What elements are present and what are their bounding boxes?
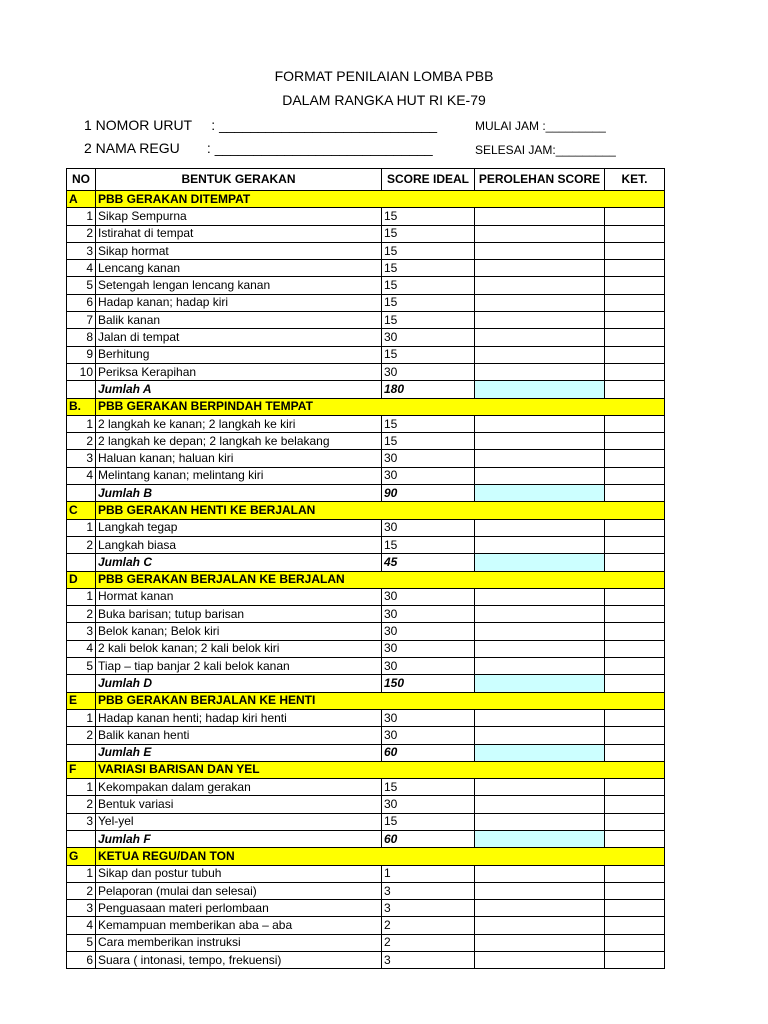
item-perolehan-score[interactable]: [475, 900, 605, 917]
item-perolehan-score[interactable]: [475, 363, 605, 380]
subtotal-label: Jumlah E: [96, 744, 382, 761]
section-title: PBB GERAKAN DITEMPAT: [96, 191, 665, 208]
item-perolehan-score[interactable]: [475, 312, 605, 329]
item-perolehan-score[interactable]: [475, 934, 605, 951]
item-label: Cara memberikan instruksi: [96, 934, 382, 951]
table-row: [67, 779, 665, 796]
item-score-ideal: 3: [382, 952, 475, 969]
item-perolehan-score[interactable]: [475, 813, 605, 830]
item-label: Setengah lengan lencang kanan: [96, 277, 382, 294]
item-label: Hadap kanan henti; hadap kiri henti: [96, 709, 382, 726]
item-number: 1: [67, 208, 96, 225]
section-code: D: [67, 571, 96, 588]
nomor-urut-field: 1 NOMOR URUT : ____________________________: [84, 117, 438, 133]
table-row: [67, 934, 665, 951]
item-perolehan-score[interactable]: [475, 519, 605, 536]
item-score-ideal: 15: [382, 813, 475, 830]
item-score-ideal: 30: [382, 640, 475, 657]
table-row: [67, 900, 665, 917]
item-ket[interactable]: [605, 536, 665, 553]
item-score-ideal: 30: [382, 796, 475, 813]
item-perolehan-score[interactable]: [475, 225, 605, 242]
item-ket[interactable]: [605, 312, 665, 329]
table-row: [67, 588, 665, 605]
item-score-ideal: 15: [382, 415, 475, 432]
item-perolehan-score[interactable]: [475, 606, 605, 623]
item-perolehan-score[interactable]: [475, 588, 605, 605]
item-perolehan-score[interactable]: [475, 242, 605, 259]
document-title: FORMAT PENILAIAN LOMBA PBB: [274, 68, 494, 84]
subtotal-spacer: [67, 744, 96, 761]
subtotal-ket[interactable]: [605, 675, 665, 692]
item-label: Istirahat di tempat: [96, 225, 382, 242]
subtotal-row: [67, 554, 665, 571]
subtotal-label: Jumlah D: [96, 675, 382, 692]
section-row: [67, 761, 665, 778]
item-perolehan-score[interactable]: [475, 865, 605, 882]
item-number: 6: [67, 294, 96, 311]
item-number: 1: [67, 779, 96, 796]
section-code: A: [67, 191, 96, 208]
item-number: 3: [67, 242, 96, 259]
section-code: G: [67, 848, 96, 865]
header-ket: KET.: [605, 169, 665, 191]
item-ket[interactable]: [605, 294, 665, 311]
subtotal-row: [67, 485, 665, 502]
section-title: PBB GERAKAN HENTI KE BERJALAN: [96, 502, 665, 519]
table-row: [67, 606, 665, 623]
subtotal-label: Jumlah A: [96, 381, 382, 398]
item-perolehan-score[interactable]: [475, 294, 605, 311]
table-row: [67, 277, 665, 294]
item-perolehan-score[interactable]: [475, 882, 605, 899]
table-body: [67, 191, 665, 969]
section-title: PBB GERAKAN BERJALAN KE BERJALAN: [96, 571, 665, 588]
item-perolehan-score[interactable]: [475, 952, 605, 969]
item-ket[interactable]: [605, 779, 665, 796]
item-perolehan-score[interactable]: [475, 709, 605, 726]
section-row: [67, 848, 665, 865]
subtotal-ket[interactable]: [605, 554, 665, 571]
item-number: 4: [67, 917, 96, 934]
section-title: PBB GERAKAN BERJALAN KE HENTI: [96, 692, 665, 709]
item-ket[interactable]: [605, 519, 665, 536]
item-score-ideal: 2: [382, 917, 475, 934]
table-row: [67, 433, 665, 450]
item-perolehan-score[interactable]: [475, 415, 605, 432]
item-ket[interactable]: [605, 346, 665, 363]
table-row: [67, 415, 665, 432]
section-code: E: [67, 692, 96, 709]
item-score-ideal: 15: [382, 242, 475, 259]
item-number: 2: [67, 536, 96, 553]
item-ket[interactable]: [605, 415, 665, 432]
item-score-ideal: 30: [382, 519, 475, 536]
item-score-ideal: 30: [382, 588, 475, 605]
item-number: 2: [67, 433, 96, 450]
item-label: 2 langkah ke depan; 2 langkah ke belakang: [96, 433, 382, 450]
item-perolehan-score[interactable]: [475, 450, 605, 467]
item-label: Lencang kanan: [96, 260, 382, 277]
item-label: Sikap Sempurna: [96, 208, 382, 225]
item-number: 1: [67, 519, 96, 536]
item-ket[interactable]: [605, 277, 665, 294]
table-row: [67, 952, 665, 969]
item-score-ideal: 15: [382, 312, 475, 329]
table-row: [67, 727, 665, 744]
table-row: [67, 709, 665, 726]
item-ket[interactable]: [605, 658, 665, 675]
item-ket[interactable]: [605, 727, 665, 744]
item-label: Balik kanan henti: [96, 727, 382, 744]
table-row: [67, 450, 665, 467]
item-label: Balik kanan: [96, 312, 382, 329]
item-perolehan-score[interactable]: [475, 779, 605, 796]
section-code: F: [67, 761, 96, 778]
table-row: [67, 294, 665, 311]
selesai-jam-field: SELESAI JAM:_________: [475, 143, 616, 157]
table-row: [67, 260, 665, 277]
subtotal-score: 180: [382, 381, 475, 398]
item-label: Sikap dan postur tubuh: [96, 865, 382, 882]
subtotal-ket[interactable]: [605, 485, 665, 502]
item-label: Belok kanan; Belok kiri: [96, 623, 382, 640]
item-ket[interactable]: [605, 467, 665, 484]
item-label: Kekompakan dalam gerakan: [96, 779, 382, 796]
item-ket[interactable]: [605, 640, 665, 657]
item-label: Yel-yel: [96, 813, 382, 830]
item-score-ideal: 30: [382, 658, 475, 675]
item-ket[interactable]: [605, 208, 665, 225]
item-score-ideal: 15: [382, 260, 475, 277]
item-label: Sikap hormat: [96, 242, 382, 259]
item-label: Pelaporan (mulai dan selesai): [96, 882, 382, 899]
table-row: [67, 623, 665, 640]
subtotal-row: [67, 675, 665, 692]
table-row: [67, 536, 665, 553]
item-perolehan-score[interactable]: [475, 329, 605, 346]
subtotal-perolehan-score[interactable]: [475, 485, 605, 502]
section-code: B.: [67, 398, 96, 415]
subtotal-perolehan-score[interactable]: [475, 830, 605, 847]
subtotal-spacer: [67, 381, 96, 398]
subtotal-label: Jumlah C: [96, 554, 382, 571]
item-number: 2: [67, 796, 96, 813]
item-perolehan-score[interactable]: [475, 917, 605, 934]
subtotal-row: [67, 830, 665, 847]
item-label: Haluan kanan; haluan kiri: [96, 450, 382, 467]
document-subtitle: DALAM RANGKA HUT RI KE-79: [282, 92, 486, 108]
section-title: VARIASI BARISAN DAN YEL: [96, 761, 665, 778]
item-ket[interactable]: [605, 900, 665, 917]
item-score-ideal: 3: [382, 900, 475, 917]
item-label: 2 kali belok kanan; 2 kali belok kiri: [96, 640, 382, 657]
item-number: 3: [67, 623, 96, 640]
table-row: [67, 312, 665, 329]
table-row: [67, 917, 665, 934]
item-score-ideal: 15: [382, 346, 475, 363]
section-code: C: [67, 502, 96, 519]
subtotal-score: 45: [382, 554, 475, 571]
item-perolehan-score[interactable]: [475, 796, 605, 813]
table-row: [67, 882, 665, 899]
item-number: 3: [67, 900, 96, 917]
header-bentuk-gerakan: BENTUK GERAKAN: [96, 169, 382, 191]
item-label: Melintang kanan; melintang kiri: [96, 467, 382, 484]
item-score-ideal: 15: [382, 536, 475, 553]
item-label: Suara ( intonasi, tempo, frekuensi): [96, 952, 382, 969]
section-row: [67, 191, 665, 208]
item-score-ideal: 15: [382, 225, 475, 242]
subtotal-score: 90: [382, 485, 475, 502]
item-ket[interactable]: [605, 934, 665, 951]
item-score-ideal: 30: [382, 623, 475, 640]
subtotal-ket[interactable]: [605, 744, 665, 761]
item-score-ideal: 30: [382, 727, 475, 744]
subtotal-spacer: [67, 485, 96, 502]
nama-regu-field: 2 NAMA REGU : ____________________________: [84, 140, 433, 156]
item-ket[interactable]: [605, 917, 665, 934]
item-ket[interactable]: [605, 709, 665, 726]
item-score-ideal: 15: [382, 208, 475, 225]
subtotal-ket[interactable]: [605, 830, 665, 847]
item-number: 4: [67, 260, 96, 277]
table-row: [67, 225, 665, 242]
subtotal-spacer: [67, 830, 96, 847]
item-number: 5: [67, 277, 96, 294]
item-ket[interactable]: [605, 813, 665, 830]
table-row: [67, 242, 665, 259]
mulai-jam-field: MULAI JAM :_________: [475, 119, 606, 133]
item-number: 4: [67, 640, 96, 657]
item-number: 10: [67, 363, 96, 380]
section-title: PBB GERAKAN BERPINDAH TEMPAT: [96, 398, 665, 415]
item-number: 1: [67, 709, 96, 726]
table-row: [67, 329, 665, 346]
item-number: 2: [67, 225, 96, 242]
item-ket[interactable]: [605, 242, 665, 259]
subtotal-spacer: [67, 554, 96, 571]
item-perolehan-score[interactable]: [475, 260, 605, 277]
item-label: Langkah biasa: [96, 536, 382, 553]
table-row: [67, 813, 665, 830]
item-number: 5: [67, 658, 96, 675]
table-row: [67, 658, 665, 675]
item-number: 4: [67, 467, 96, 484]
item-number: 2: [67, 606, 96, 623]
subtotal-ket[interactable]: [605, 381, 665, 398]
item-score-ideal: 2: [382, 934, 475, 951]
item-ket[interactable]: [605, 260, 665, 277]
item-number: 6: [67, 952, 96, 969]
item-number: 9: [67, 346, 96, 363]
item-score-ideal: 30: [382, 606, 475, 623]
item-perolehan-score[interactable]: [475, 208, 605, 225]
table-row: [67, 346, 665, 363]
item-score-ideal: 15: [382, 294, 475, 311]
table-header-row: [67, 169, 665, 191]
item-ket[interactable]: [605, 796, 665, 813]
item-ket[interactable]: [605, 433, 665, 450]
header-no: NO: [67, 169, 96, 191]
item-score-ideal: 15: [382, 277, 475, 294]
item-label: Tiap – tiap banjar 2 kali belok kanan: [96, 658, 382, 675]
subtotal-perolehan-score[interactable]: [475, 675, 605, 692]
subtotal-label: Jumlah B: [96, 485, 382, 502]
item-label: Periksa Kerapihan: [96, 363, 382, 380]
item-score-ideal: 30: [382, 709, 475, 726]
item-number: 8: [67, 329, 96, 346]
item-ket[interactable]: [605, 363, 665, 380]
table-row: [67, 208, 665, 225]
item-ket[interactable]: [605, 623, 665, 640]
item-ket[interactable]: [605, 606, 665, 623]
assessment-table: [66, 168, 665, 969]
item-score-ideal: 30: [382, 329, 475, 346]
item-number: 3: [67, 813, 96, 830]
item-score-ideal: 30: [382, 467, 475, 484]
item-score-ideal: 1: [382, 865, 475, 882]
item-ket[interactable]: [605, 952, 665, 969]
subtotal-perolehan-score[interactable]: [475, 554, 605, 571]
item-label: Bentuk variasi: [96, 796, 382, 813]
table-row: [67, 467, 665, 484]
item-label: Penguasaan materi perlombaan: [96, 900, 382, 917]
subtotal-perolehan-score[interactable]: [475, 744, 605, 761]
subtotal-perolehan-score[interactable]: [475, 381, 605, 398]
item-number: 1: [67, 415, 96, 432]
item-score-ideal: 15: [382, 779, 475, 796]
item-label: Hormat kanan: [96, 588, 382, 605]
item-perolehan-score[interactable]: [475, 727, 605, 744]
section-row: [67, 571, 665, 588]
item-number: 1: [67, 865, 96, 882]
subtotal-label: Jumlah F: [96, 830, 382, 847]
item-ket[interactable]: [605, 329, 665, 346]
table-row: [67, 640, 665, 657]
section-title: KETUA REGU/DAN TON: [96, 848, 665, 865]
item-number: 3: [67, 450, 96, 467]
subtotal-score: 60: [382, 744, 475, 761]
item-score-ideal: 3: [382, 882, 475, 899]
item-number: 2: [67, 882, 96, 899]
item-label: Kemampuan memberikan aba – aba: [96, 917, 382, 934]
item-label: Buka barisan; tutup barisan: [96, 606, 382, 623]
item-ket[interactable]: [605, 450, 665, 467]
item-number: 1: [67, 588, 96, 605]
item-perolehan-score[interactable]: [475, 623, 605, 640]
subtotal-row: [67, 744, 665, 761]
item-score-ideal: 30: [382, 363, 475, 380]
item-number: 5: [67, 934, 96, 951]
table-row: [67, 865, 665, 882]
item-perolehan-score[interactable]: [475, 467, 605, 484]
item-label: 2 langkah ke kanan; 2 langkah ke kiri: [96, 415, 382, 432]
item-score-ideal: 30: [382, 450, 475, 467]
item-ket[interactable]: [605, 225, 665, 242]
section-row: [67, 398, 665, 415]
subtotal-row: [67, 381, 665, 398]
subtotal-score: 60: [382, 830, 475, 847]
header-score-ideal: SCORE IDEAL: [382, 169, 475, 191]
item-label: Langkah tegap: [96, 519, 382, 536]
table-row: [67, 519, 665, 536]
item-label: Jalan di tempat: [96, 329, 382, 346]
item-label: Hadap kanan; hadap kiri: [96, 294, 382, 311]
item-perolehan-score[interactable]: [475, 658, 605, 675]
header-perolehan-score: PEROLEHAN SCORE: [475, 169, 605, 191]
item-number: 7: [67, 312, 96, 329]
table-row: [67, 363, 665, 380]
item-perolehan-score[interactable]: [475, 640, 605, 657]
item-score-ideal: 15: [382, 433, 475, 450]
item-ket[interactable]: [605, 882, 665, 899]
section-row: [67, 692, 665, 709]
item-perolehan-score[interactable]: [475, 346, 605, 363]
item-label: Berhitung: [96, 346, 382, 363]
subtotal-score: 150: [382, 675, 475, 692]
table-row: [67, 796, 665, 813]
item-perolehan-score[interactable]: [475, 536, 605, 553]
item-perolehan-score[interactable]: [475, 277, 605, 294]
subtotal-spacer: [67, 675, 96, 692]
item-number: 2: [67, 727, 96, 744]
section-row: [67, 502, 665, 519]
item-ket[interactable]: [605, 865, 665, 882]
item-perolehan-score[interactable]: [475, 433, 605, 450]
item-ket[interactable]: [605, 588, 665, 605]
